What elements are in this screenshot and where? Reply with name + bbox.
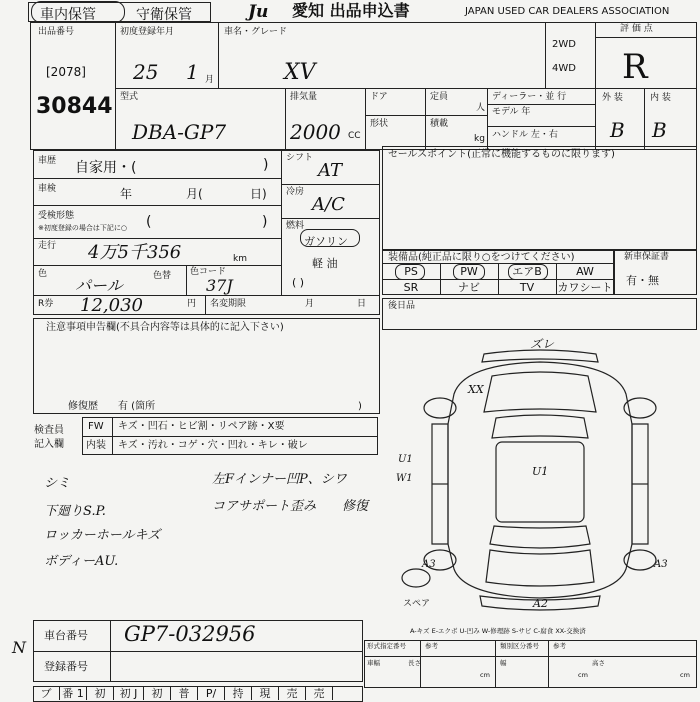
reg-value: 25 — [133, 60, 159, 84]
warranty-value: 有・無 — [626, 274, 659, 287]
equip-pw: PW — [460, 264, 478, 278]
mileage-unit: km — [233, 254, 247, 264]
inspect-day: 日) — [250, 187, 267, 201]
color-label: 色 — [38, 269, 48, 279]
load-label: 積載 — [430, 119, 449, 129]
spec-label-6: 長さ — [408, 659, 421, 667]
stamp-cell: 普 — [171, 686, 198, 700]
spec-unit-1: cm — [480, 671, 490, 679]
ac-label: 冷房 — [286, 187, 305, 197]
repair-label: 修復歴 — [68, 401, 98, 412]
color-code-label: 色コード — [190, 267, 227, 277]
model-value: XV — [284, 60, 316, 85]
drive-4wd: 4WD — [552, 63, 576, 74]
equip-aw: AW — [576, 264, 594, 278]
storage-option-guard: 守衛保管 — [136, 7, 192, 23]
history-value: 自家用・( — [75, 160, 137, 176]
inspect-year: 年 — [120, 187, 133, 201]
lot-label: 出品番号 — [38, 27, 75, 37]
note-1: シミ — [44, 476, 71, 491]
rear-label: 後日品 — [388, 301, 416, 311]
equip-leather: カワシート — [557, 281, 613, 294]
sales-label: セールスポイント(正常に機能するものに限ります) — [388, 149, 615, 160]
chassis-value: GP7-032956 — [124, 622, 256, 646]
door-label: ドア — [370, 92, 388, 102]
name-change-month: 月 — [305, 299, 315, 309]
lot-number: 30844 — [36, 94, 113, 119]
stamp-cell: 初 — [144, 686, 171, 700]
spec-label-3: 類別区分番号 — [500, 642, 539, 650]
receive-note: ※初度登録の場合は下記に○ — [38, 224, 127, 232]
diagram-mark-7: A3 — [654, 559, 668, 570]
fuel-paren: ( ) — [292, 276, 305, 289]
ac-value: A/C — [312, 194, 345, 215]
diagram-mark-9: A2 — [533, 597, 548, 610]
stamp-cell: 売 — [306, 686, 333, 700]
name-change-day: 日 — [357, 299, 367, 309]
ext-label: 外 装 — [602, 93, 623, 103]
diagram-legend: A-キズ E-エクボ U-凹み W-修理跡 S-サビ C-腐食 XX-交換済 — [410, 627, 586, 635]
stamp-cell: 初 — [87, 686, 114, 700]
spec-label-4: 参考 — [553, 642, 566, 650]
mileage-value: 4万5千356 — [88, 242, 182, 263]
ext-value: B — [610, 118, 625, 142]
int-value: B — [652, 118, 667, 142]
stamp-cell: 番 1 — [60, 686, 87, 700]
reg-month-unit: 月 — [205, 75, 215, 85]
fuel-value: ガソリン — [304, 235, 348, 248]
margin-mark: N — [12, 638, 26, 657]
receive-label: 受検形態 — [38, 211, 75, 221]
diagram-mark-2: XX — [468, 383, 484, 396]
stamp-cell: 持 — [225, 686, 252, 700]
storage-circle — [31, 1, 125, 23]
inspect-label: 車検 — [38, 184, 57, 194]
handle-label: ハンドル 左・右 — [492, 130, 558, 140]
color-value: パール — [75, 276, 123, 295]
int-label: 内 装 — [650, 93, 671, 103]
diagram-mark-1: ズレ — [530, 337, 555, 351]
diagram-mark-5: U1 — [532, 465, 549, 478]
model-label: 車名・グレード — [224, 27, 288, 37]
receive-close: ) — [262, 214, 268, 230]
shift-label: シフト — [286, 153, 314, 163]
inspect-month: 月( — [186, 187, 203, 201]
equip-navi: ナビ — [458, 281, 480, 294]
ju-logo: Ju — [248, 2, 269, 22]
cap-unit: 人 — [476, 103, 486, 113]
car-diagram — [384, 334, 697, 624]
fw-label: FW — [88, 421, 104, 432]
note-6: ロッカーホールキズ — [44, 528, 161, 543]
diagram-mark-4: W1 — [396, 473, 413, 484]
history-close: ) — [263, 157, 269, 173]
spec-label-1: 形式指定番号 — [367, 642, 406, 650]
note-4: コアサポート歪み — [212, 499, 317, 514]
equip-ps: PS — [404, 264, 418, 278]
reg-label: 初度登録年月 — [120, 27, 175, 37]
history-label: 車歴 — [38, 156, 57, 166]
load-unit: kg — [474, 134, 485, 144]
equip-sr: SR — [403, 280, 419, 294]
stamp-cell: 初 J — [114, 686, 144, 700]
score-label: 評 価 点 — [620, 24, 653, 34]
equip-airbag: エアB — [512, 265, 542, 278]
in-items: キズ・汚れ・コゲ・穴・凹れ・キレ・破レ — [118, 440, 308, 451]
recycle-unit: 円 — [187, 299, 197, 309]
reg-number-label: 登録番号 — [44, 660, 88, 673]
caution-label: 注意事項申告欄(不具合内容等は具体的に記入下さい) — [46, 322, 284, 333]
type-value: DBA-GP7 — [132, 120, 227, 144]
lot-sub: [2078] — [46, 65, 86, 79]
front-bumper-shape — [482, 350, 598, 362]
recycle-value: 12,030 — [80, 295, 143, 316]
reg-month: 1 — [186, 60, 199, 84]
row1-frame — [30, 22, 697, 150]
fuel-alt: 軽 油 — [312, 257, 338, 270]
shift-value: AT — [318, 160, 343, 181]
repair-close: ) — [358, 401, 362, 412]
spec-label-7: 幅 — [500, 659, 507, 667]
stamp-cell: 売 — [279, 686, 306, 700]
recycle-label: R券 — [38, 299, 54, 309]
repair-value: 有 (箇所 — [118, 401, 156, 412]
disp-label: 排気量 — [290, 92, 318, 102]
disp-value: 2000 — [290, 120, 341, 144]
fw-items: キズ・凹石・ヒビ割・リペア跡・X要 — [118, 421, 285, 432]
body-outline — [448, 362, 632, 598]
equip-tv: TV — [519, 280, 535, 294]
stamp-cell: 現 — [252, 686, 279, 700]
type-label: 型式 — [120, 92, 139, 102]
stamp-cell: P/ — [198, 686, 225, 700]
org-title: 愛知 出品申込書 — [292, 1, 410, 20]
equip-label: 装備品(純正品に限り○をつけてください) — [388, 252, 575, 263]
diagram-mark-3: U1 — [398, 454, 413, 465]
spec-label-5: 車幅 — [367, 659, 380, 667]
diagram-mark-8: スペア — [403, 599, 431, 609]
diagram-mark-6: A3 — [422, 559, 436, 570]
model-year-label: モデル 年 — [492, 107, 531, 117]
fuel-circle — [300, 229, 360, 247]
storage-option-car: 車内保管 — [40, 7, 96, 23]
dealer-label: ディーラー・並 行 — [492, 92, 567, 102]
name-change-label: 名変期限 — [210, 299, 247, 309]
chassis-label: 車台番号 — [44, 629, 88, 642]
equip-airbag-circle — [508, 264, 548, 280]
disp-unit: CC — [348, 131, 361, 141]
equip-ps-circle — [395, 264, 425, 280]
spec-label-8: 高さ — [592, 659, 605, 667]
equip-pw-circle — [453, 264, 485, 280]
warranty-label: 新車保証書 — [624, 252, 670, 262]
note-5: 修復 — [342, 499, 369, 514]
mileage-label: 走行 — [38, 241, 57, 251]
note-3: 下廻りS.P. — [44, 504, 106, 519]
rear-frame — [382, 298, 697, 330]
score-value: R — [622, 47, 648, 87]
spec-unit-2: cm — [578, 671, 588, 679]
cap-label: 定員 — [430, 92, 449, 102]
in-label: 内装 — [86, 440, 106, 451]
note-2: 左Fインナー凹P、シワ — [212, 472, 347, 487]
color-code-value: 37J — [206, 276, 233, 295]
shape-label: 形状 — [370, 119, 389, 129]
fuel-label: 燃料 — [286, 221, 305, 231]
spec-unit-3: cm — [680, 671, 690, 679]
sales-frame — [382, 146, 697, 250]
inspector-label: 検査員 記入欄 — [34, 425, 64, 450]
drive-2wd: 2WD — [552, 39, 576, 50]
spec-label-2: 参考 — [425, 642, 438, 650]
stamp-cell — [333, 686, 363, 700]
color-change-label: 色替 — [153, 271, 172, 281]
note-7: ボディーAU. — [44, 554, 119, 569]
stamp-cell: ブ — [33, 686, 60, 700]
receive-open: ( — [146, 214, 152, 230]
org-english: JAPAN USED CAR DEALERS ASSOCIATION — [465, 6, 670, 17]
